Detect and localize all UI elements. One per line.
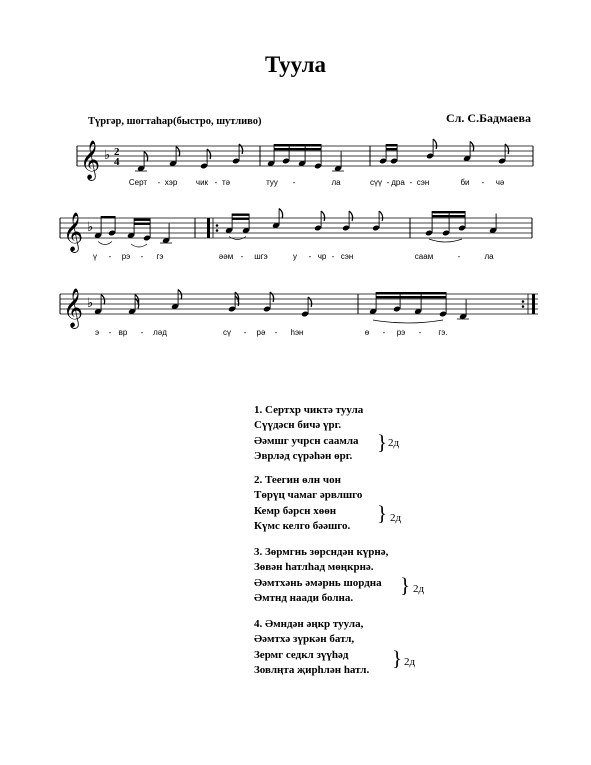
beam bbox=[432, 211, 465, 213]
flat-icon: ♭ bbox=[104, 148, 111, 163]
lyric-syllable: хэр bbox=[164, 178, 178, 187]
lyric-syllable: туу bbox=[266, 178, 278, 187]
note bbox=[425, 216, 433, 236]
lyric-syllable: - bbox=[240, 252, 244, 261]
note bbox=[272, 209, 283, 229]
beam bbox=[101, 216, 115, 218]
note bbox=[393, 292, 401, 312]
verse-line: 2. Теегин өлн чон bbox=[254, 474, 341, 486]
lyric-syllable: - bbox=[140, 252, 144, 261]
note bbox=[171, 290, 182, 310]
repeat-mark: 2д bbox=[390, 512, 402, 524]
verse-line: Әәмтхә зүркән батл, bbox=[254, 633, 355, 646]
note bbox=[94, 219, 102, 239]
lyric-syllable: - bbox=[243, 328, 247, 337]
lyric-syllable: - bbox=[108, 252, 112, 261]
lyric-syllable: - bbox=[140, 328, 144, 337]
note bbox=[267, 147, 275, 167]
repeat-brace: } bbox=[392, 646, 403, 670]
lyric-syllable: ү bbox=[93, 252, 97, 261]
note bbox=[225, 214, 233, 234]
note bbox=[282, 144, 290, 164]
slur bbox=[131, 244, 147, 247]
note bbox=[108, 216, 116, 236]
verse-line: Төрүц чамаг әрвлшго bbox=[254, 489, 363, 502]
lyric-syllable: ләд bbox=[153, 328, 167, 337]
lyric-syllable: тә bbox=[221, 178, 231, 187]
staff-system bbox=[60, 209, 532, 262]
lyric-syllable: - bbox=[308, 252, 312, 261]
note bbox=[94, 295, 105, 315]
note bbox=[169, 147, 180, 167]
lyric-syllable: вр bbox=[118, 328, 128, 337]
lyric-syllable: - bbox=[418, 328, 422, 337]
note-flag bbox=[279, 209, 283, 219]
repeat-mark: 2д bbox=[413, 583, 425, 595]
note-flag bbox=[207, 149, 211, 159]
lyric-syllable: - bbox=[108, 328, 112, 337]
note bbox=[242, 214, 250, 234]
staff-system bbox=[77, 139, 533, 187]
beam bbox=[386, 144, 397, 146]
verse-line: Зовлңта җирһлән һатл. bbox=[254, 664, 370, 677]
note bbox=[457, 300, 469, 320]
repeat-mark: 2д bbox=[404, 656, 416, 668]
lyricist-credit: Сл. С.Бадмаева bbox=[446, 111, 531, 125]
lyric-syllable: шгэ bbox=[254, 252, 268, 261]
repeat-mark: 2д bbox=[388, 437, 400, 449]
lyric-syllable: - bbox=[457, 252, 461, 261]
verse-3 bbox=[254, 545, 388, 607]
lyric-syllable: дра bbox=[391, 178, 405, 187]
note-flag bbox=[470, 142, 474, 152]
tempo-marking: Түргәр, шогтаһар(быстро, шутливо) bbox=[88, 116, 262, 127]
lyric-syllable: чик bbox=[195, 178, 209, 187]
note bbox=[160, 224, 172, 244]
time-signature-bottom: 4 bbox=[114, 156, 120, 168]
note-flag bbox=[178, 290, 182, 300]
repeat-dot bbox=[216, 224, 219, 227]
note bbox=[135, 152, 148, 172]
lyric-syllable: әәм bbox=[218, 252, 234, 261]
repeat-dot bbox=[522, 305, 525, 308]
beam bbox=[386, 148, 397, 150]
lyric-syllable: сү bbox=[223, 328, 231, 337]
verse-4 bbox=[254, 617, 369, 679]
lyric-syllable: Серт bbox=[128, 178, 148, 187]
note bbox=[314, 149, 322, 169]
lyric-syllable: - bbox=[274, 328, 278, 337]
lyric-syllable: э bbox=[94, 328, 100, 337]
note-flag bbox=[321, 211, 325, 221]
flat-icon: ♭ bbox=[87, 220, 94, 235]
note bbox=[463, 142, 474, 162]
slur bbox=[429, 239, 462, 242]
verse-line: Сүүдәсн бичә үрг. bbox=[254, 419, 342, 432]
lyric-syllable: ө bbox=[364, 328, 370, 337]
flat-icon: ♭ bbox=[87, 296, 94, 311]
verse-line: 1. Сертхр чиктә туула bbox=[254, 404, 364, 416]
verse-line: Күмс келго бәәшго. bbox=[254, 520, 351, 533]
repeat-brace: } bbox=[377, 501, 388, 525]
lyric-syllable: сэн bbox=[340, 252, 354, 261]
lyric-syllable: - bbox=[157, 178, 161, 187]
note bbox=[458, 211, 466, 231]
verse-2 bbox=[254, 473, 362, 535]
note-flag bbox=[176, 147, 180, 157]
note-flag bbox=[505, 144, 509, 154]
verse-line: Әәмтхәнь әмәрнь шордна bbox=[254, 576, 382, 589]
lyric-syllable: рә bbox=[256, 328, 266, 337]
verse-line: Зөвән һатлһад мөңкрнә. bbox=[254, 561, 374, 574]
lyric-syllable: би bbox=[460, 178, 470, 187]
lyric-syllable: рэ bbox=[121, 252, 131, 261]
treble-clef-icon: 𝄞 bbox=[63, 212, 84, 252]
note-flag bbox=[101, 295, 105, 305]
note bbox=[128, 295, 139, 315]
note-flag bbox=[308, 297, 312, 307]
lyric-syllable: саам bbox=[414, 252, 434, 261]
repeat-start-thick-bar bbox=[207, 218, 210, 238]
note bbox=[439, 297, 447, 317]
lyric-syllable: - bbox=[382, 328, 386, 337]
verse-line: 3. Зөрмгнь зөрсндән күрнә, bbox=[254, 546, 389, 558]
slur bbox=[98, 242, 112, 245]
lyric-syllable: сэн bbox=[416, 178, 430, 187]
lyric-syllable: у bbox=[293, 252, 297, 261]
verse-line: Әәмшг учрсн саамла bbox=[254, 434, 359, 447]
lyric-syllable: чә bbox=[495, 178, 505, 187]
verse-line: Әмтнд наади болна. bbox=[254, 592, 354, 605]
note-flag bbox=[270, 292, 274, 302]
lyric-syllable: - bbox=[386, 178, 390, 187]
treble-clef-icon: 𝄞 bbox=[80, 140, 101, 180]
repeat-brace: } bbox=[400, 573, 411, 597]
beam bbox=[432, 215, 465, 217]
repeat-end-thick-bar bbox=[532, 294, 535, 314]
lyric-syllable: ла bbox=[484, 252, 494, 261]
repeat-dot bbox=[522, 300, 525, 303]
beam bbox=[274, 144, 321, 146]
note-flag bbox=[379, 211, 383, 221]
verse-1 bbox=[254, 403, 363, 465]
lyric-syllable: - bbox=[481, 178, 485, 187]
note bbox=[442, 216, 450, 236]
lyric-syllable: рэ bbox=[396, 328, 406, 337]
note-flag bbox=[144, 152, 148, 162]
lyric-syllable: - bbox=[331, 252, 335, 261]
verse-line: 4. Әмндән әңкр туула, bbox=[254, 618, 364, 630]
page-title: Туула bbox=[264, 52, 327, 77]
time-signature-top: 2 bbox=[114, 146, 120, 158]
beam bbox=[232, 218, 249, 220]
lyric-syllable: сүү bbox=[370, 178, 382, 187]
lyric-syllable: - bbox=[214, 178, 218, 187]
verse-line: Эврләд сүрәһән өрг. bbox=[254, 450, 353, 463]
lyric-syllable: - bbox=[292, 178, 296, 187]
verse-line: Кемр бәрсн хөөн bbox=[254, 504, 337, 517]
lyric-syllable: гэ bbox=[156, 252, 164, 261]
beam bbox=[232, 214, 249, 216]
note bbox=[379, 144, 387, 164]
beam bbox=[274, 148, 321, 150]
note bbox=[390, 144, 398, 164]
beam bbox=[134, 219, 150, 221]
note bbox=[127, 219, 135, 239]
treble-clef-icon: 𝄞 bbox=[63, 288, 84, 328]
note-flag bbox=[349, 211, 353, 221]
verse-line: Зермг седкл зүүһәд bbox=[254, 648, 349, 661]
note-flag bbox=[239, 144, 243, 154]
repeat-dot bbox=[216, 229, 219, 232]
repeat-brace: } bbox=[377, 430, 388, 454]
staff-system bbox=[60, 288, 538, 337]
beam bbox=[376, 296, 446, 298]
slur bbox=[373, 320, 443, 323]
lyric-syllable: - bbox=[409, 178, 413, 187]
lyric-syllable: чр bbox=[317, 252, 327, 261]
lyric-syllable: гэ. bbox=[438, 328, 448, 337]
note-flag bbox=[433, 139, 437, 149]
beam bbox=[134, 223, 150, 225]
note bbox=[489, 214, 497, 234]
beam bbox=[376, 292, 446, 294]
lyric-syllable: ла bbox=[331, 178, 341, 187]
note bbox=[369, 295, 377, 315]
note bbox=[332, 152, 344, 172]
lyric-syllable: һэн bbox=[290, 328, 304, 337]
